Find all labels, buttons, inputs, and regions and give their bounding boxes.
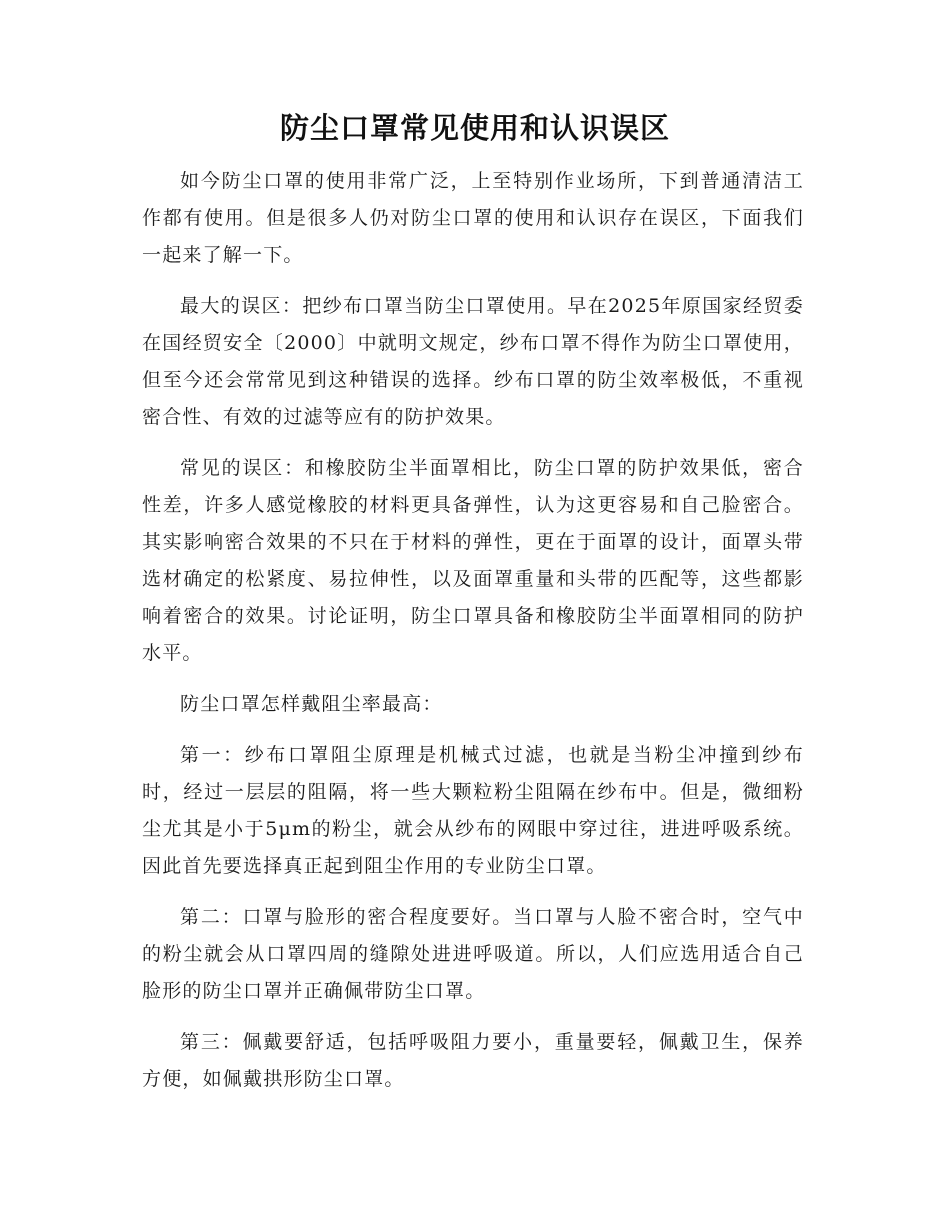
document-body (142, 163, 804, 1112)
paragraph-how-to-wear-heading: 防尘口罩怎样戴阻尘率最高： (180, 693, 443, 715)
paragraph-common-misconception: 常见的误区：和橡胶防尘半面罩相比，防尘口罩的防护效果低，密合性差，许多人感觉橡胶的材料更具备弹性，认为这更容易和自己脸密合。其实影响密合效果的不只在于材料的弹性，更在于面罩的设计，面罩头带选材确定的松紧度、易拉伸性，以及面罩重量和头带的匹配等，这些都影响着密合的效果。讨论证明，防尘口罩具备和橡胶防尘半面罩相同的防护水平。 (142, 457, 804, 664)
document-title: 防尘口罩常见使用和认识误区 (279, 111, 670, 145)
paragraph-third-point: 第三：佩戴要舒适，包括呼吸阻力要小，重量要轻，佩戴卫生，保养方便，如佩戴拱形防尘口罩。 (142, 1031, 804, 1090)
paragraph-first-point: 第一：纱布口罩阻尘原理是机械式过滤，也就是当粉尘冲撞到纱布时，经过一层层的阻隔，将一些大颗粒粉尘阻隔在纱布中。但是，微细粉尘尤其是小于5μm的粉尘，就会从纱布的网眼中穿过往，进进呼吸系统。因此首先要选择真正起到阻尘作用的专业防尘口罩。 (142, 744, 804, 877)
paragraph-second-point: 第二：口罩与脸形的密合程度要好。当口罩与人脸不密合时，空气中的粉尘就会从口罩四周的缝隙处进进呼吸道。所以，人们应选用适合自己脸形的防尘口罩并正确佩带防尘口罩。 (142, 906, 804, 1002)
paragraph-biggest-misconception: 最大的误区：把纱布口罩当防尘口罩使用。早在2025年原国家经贸委在国经贸安全〔2000〕中就明文规定，纱布口罩不得作为防尘口罩使用，但至今还会常常见到这种错误的选择。纱布口罩的防尘效率极低，不重视密合性、有效的过滤等应有的防护效果。 (142, 295, 804, 428)
paragraph-intro: 如今防尘口罩的使用非常广泛，上至特别作业场所，下到普通清洁工作都有使用。但是很多人仍对防尘口罩的使用和认识存在误区，下面我们一起来了解一下。 (142, 170, 804, 266)
